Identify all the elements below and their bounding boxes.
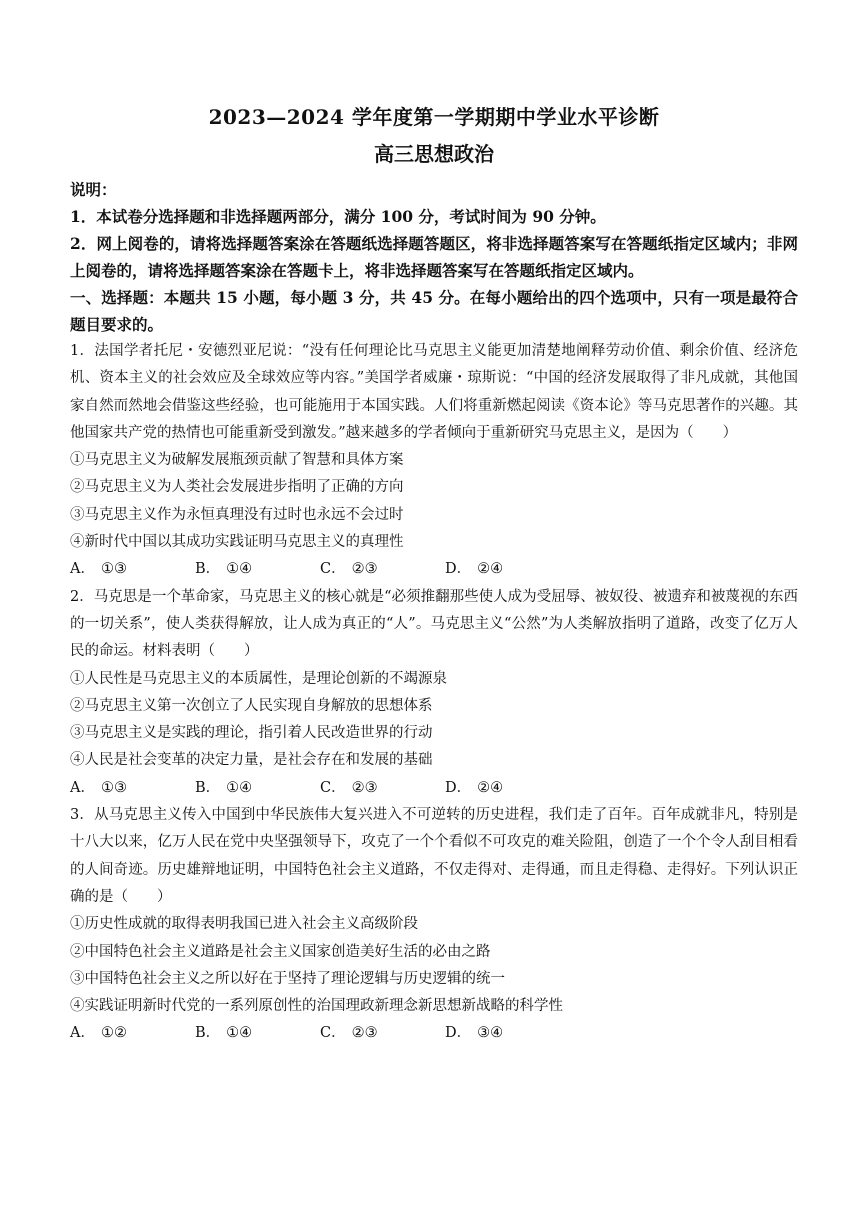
choice-b xyxy=(195,1020,320,1047)
choice-c xyxy=(320,556,445,583)
instructions-heading: 说明： xyxy=(70,180,117,199)
answer-choices xyxy=(70,1020,798,1047)
choice-value: ①④ xyxy=(226,561,253,578)
statement-option: ③马克思主义是实践的理论，指引着人民改造世界的行动 xyxy=(70,725,433,742)
choice-c xyxy=(320,1020,445,1047)
choice-a xyxy=(70,556,195,583)
choice-letter: C． xyxy=(320,779,346,796)
section-title: 一、选择题：本题共 15 小题，每小题 3 分，共 45 分。在每小题给出的四个选项中，只有一项是最符合题目要求的。 xyxy=(70,288,798,334)
statement-option: ④人民是社会变革的决定力量，是社会存在和发展的基础 xyxy=(70,752,433,769)
choice-letter: A． xyxy=(70,779,95,796)
choice-c xyxy=(320,775,445,802)
instructions xyxy=(70,176,798,284)
choice-value: ①③ xyxy=(100,561,127,578)
statement-option: ②马克思主义为人类社会发展进步指明了正确的方向 xyxy=(70,479,404,496)
statement-option: ②中国特色社会主义道路是社会主义国家创造美好生活的必由之路 xyxy=(70,943,491,960)
choice-value: ①④ xyxy=(226,1025,253,1042)
choice-value: ②④ xyxy=(477,779,504,796)
statement-option: ①历史性成就的取得表明我国已进入社会主义高级阶段 xyxy=(70,916,418,933)
statement-option: ④新时代中国以其成功实践证明马克思主义的真理性 xyxy=(70,534,404,551)
choice-value: ②③ xyxy=(351,1025,378,1042)
answer-choices xyxy=(70,556,798,583)
exam-subject: 高三思想政治 xyxy=(374,142,494,166)
choice-value: ①② xyxy=(100,1025,127,1042)
choice-d xyxy=(445,1020,570,1047)
statement-option: ③马克思主义作为永恒真理没有过时也永远不会过时 xyxy=(70,506,404,523)
question-stem: 2．马克思是一个革命家，马克思主义的核心就是“必须推翻那些使人成为受屈辱、被奴役、被遗弃和被蔑视的东西的一切关系”，使人类获得解放，让人成为真正的“人”。马克思主义“公然”为人类解放指明了道路，改变了亿万人民的命运。材料表明（ ） xyxy=(70,588,798,660)
choice-letter: B． xyxy=(195,1025,221,1042)
choice-letter: D． xyxy=(445,779,472,796)
choice-letter: B． xyxy=(195,561,221,578)
choice-d xyxy=(445,556,570,583)
statement-option: ①马克思主义为破解发展瓶颈贡献了智慧和具体方案 xyxy=(70,452,404,469)
choice-letter: A． xyxy=(70,1025,95,1042)
exam-page xyxy=(70,98,798,1048)
choice-letter: C． xyxy=(320,561,346,578)
choice-d xyxy=(445,775,570,802)
choice-value: ②④ xyxy=(477,561,504,578)
choice-value: ③④ xyxy=(477,1025,504,1042)
choice-value: ①③ xyxy=(100,779,127,796)
question-stem: 1．法国学者托尼・安德烈亚尼说：“没有任何理论比马克思主义能更加清楚地阐释劳动价值、剩余价值、经济危机、资本主义的社会效应及全球效应等内容。”美国学者威廉・琼斯说：“中国的经济发展取得了非凡成就，其他国家自然而然地会借鉴这些经验，也可能施用于本国实践。人们将重新燃起阅读《资本论》等马克思著作的兴趣。其他国家共产党的热情也可能重新受到激发。”越来越多的学者倾向于重新研究马克思主义，是因为（ ） xyxy=(70,343,798,441)
statement-option: ②马克思主义第一次创立了人民实现自身解放的思想体系 xyxy=(70,697,433,714)
question-stem: 3．从马克思主义传入中国到中华民族伟大复兴进入不可逆转的历史进程，我们走了百年。百年成就非凡，特别是十八大以来，亿万人民在党中央坚强领导下，攻克了一个个看似不可攻克的难关险阻，创造了一个个令人刮目相看的人间奇迹。历史雄辩地证明，中国特色社会主义道路，不仅走得对、走得通，而且走得稳、走得好。下列认识正确的是（ ） xyxy=(70,807,798,905)
instruction-item: 2．网上阅卷的，请将选择题答案涂在答题纸选择题答题区，将非选择题答案写在答题纸指定区域内；非网上阅卷的，请将选择题答案涂在答题卡上，将非选择题答案写在答题纸指定区域内。 xyxy=(70,234,798,280)
choice-letter: B． xyxy=(195,779,221,796)
instruction-item: 1．本试卷分选择题和非选择题两部分，满分 100 分，考试时间为 90 分钟。 xyxy=(70,207,606,226)
choice-letter: C． xyxy=(320,1025,346,1042)
choice-letter: D． xyxy=(445,561,472,578)
question-3 xyxy=(70,802,798,1048)
answer-choices xyxy=(70,775,798,802)
question-1 xyxy=(70,338,798,584)
choice-letter: A． xyxy=(70,561,95,578)
statement-option: ①人民性是马克思主义的本质属性，是理论创新的不竭源泉 xyxy=(70,670,447,687)
statement-option: ③中国特色社会主义之所以好在于坚持了理论逻辑与历史逻辑的统一 xyxy=(70,970,505,987)
choice-b xyxy=(195,556,320,583)
statement-option: ④实践证明新时代党的一系列原创性的治国理政新理念新思想新战略的科学性 xyxy=(70,998,563,1015)
choice-value: ①④ xyxy=(226,779,253,796)
choice-a xyxy=(70,1020,195,1047)
choice-value: ②③ xyxy=(351,561,378,578)
choice-a xyxy=(70,775,195,802)
exam-title: 2023—2024 学年度第一学期期中学业水平诊断 xyxy=(208,105,660,129)
choice-b xyxy=(195,775,320,802)
question-2 xyxy=(70,584,798,802)
choice-letter: D． xyxy=(445,1025,472,1042)
choice-value: ②③ xyxy=(351,779,378,796)
